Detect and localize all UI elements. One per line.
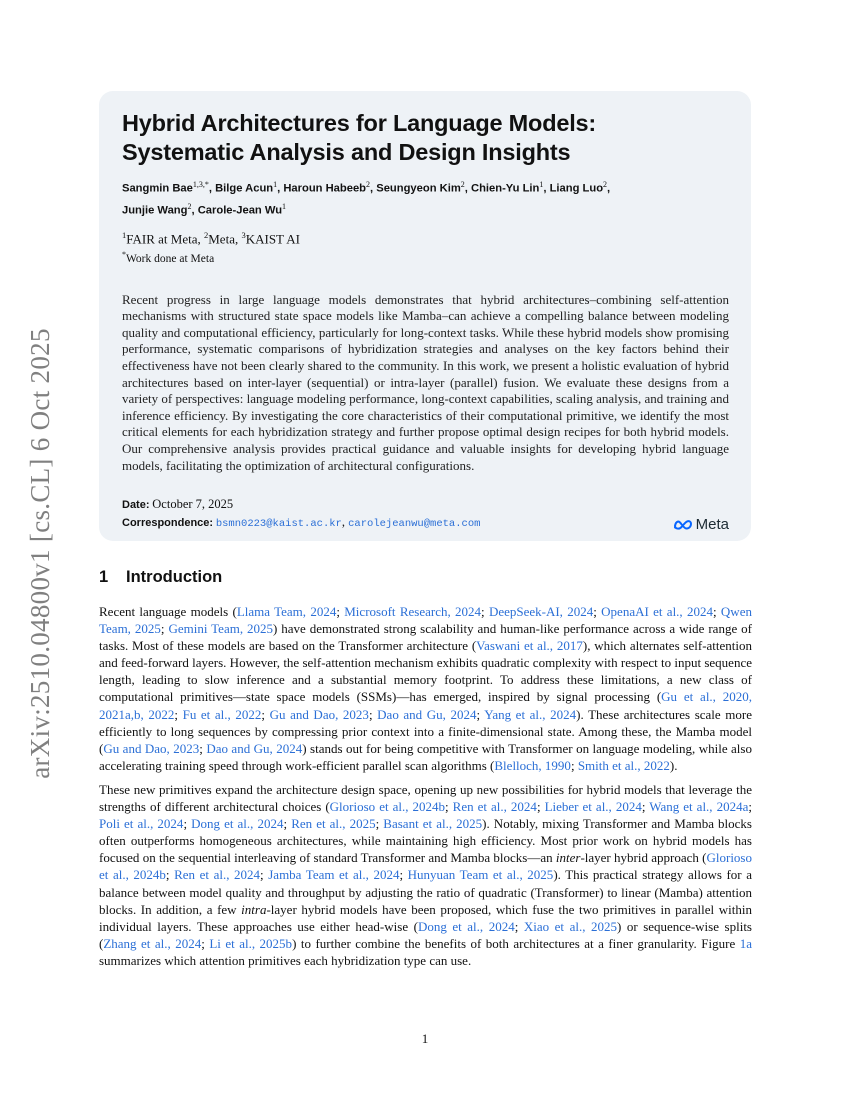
citation-link[interactable]: Jamba Team et al., 2024 <box>268 867 400 883</box>
emphasis: inter <box>555 850 581 866</box>
section-title: Introduction <box>126 568 223 586</box>
arxiv-stamp-text: arXiv:2510.04800v1 [cs.CL] 6 Oct 2025 <box>24 327 55 779</box>
citation-link[interactable]: Vaswani et al., 2017 <box>476 638 583 654</box>
meta-infinity-icon <box>673 519 693 530</box>
author-affiliation-marker: 2 <box>366 180 371 189</box>
author-affiliation-marker: 2 <box>460 180 465 189</box>
citation-link[interactable]: Glorioso et al., 2024b <box>99 850 752 883</box>
affiliations: $^1$FAIR at Meta, $^2$Meta, $^3$KAIST AI <box>122 230 301 247</box>
page-number: 1 <box>421 1031 429 1046</box>
section-number: 1 <box>99 568 109 586</box>
title-header-box <box>99 91 751 541</box>
affiliation-marker: 3 <box>241 230 246 241</box>
citation-link[interactable]: Ren et al., 2024 <box>452 799 537 815</box>
note-text: Work done at Meta <box>126 252 215 265</box>
citation-link[interactable]: Dao and Gu, 2024 <box>206 740 303 756</box>
author-name: Chien-Yu Lin <box>471 182 540 195</box>
title-line-2: Systematic Analysis and Design Insights <box>122 139 571 165</box>
affiliation-name: FAIR at Meta <box>126 231 198 247</box>
author-name: Bilge Acun <box>215 182 274 195</box>
abstract: Recent progress in large language models demonstrates that hybrid architectures–combining self-attention mechanisms with structured state space models like Mamba–can achieve a compelling balance between modeling quality and computational efficiency, particularly for long-context tasks. While these hybrid models show promising performance, systematic comparisons of hybridization strategies and analyses on the key factors behind their effectiveness have not been clearly shared to the community. In this work, we present a holistic evaluation of hybrid architectures based on inter-layer (sequential) or intra-layer (parallel) fusion. We evaluate these designs from a variety of perspectives: language modeling performance, long-context capabilities, scaling analysis, and training and inference efficiency. By investigating the core characteristics of their computational primitive, we identify the most critical elements for each hybridization strategy and further propose optimal design recipes for both hybrid models. Our comprehensive analysis provides practical guidance and valuable insights for developing hybrid language models, facilitating the optimization of architectural configurations. <box>122 291 729 473</box>
citation-link[interactable]: Ren et al., 2025 <box>291 816 376 832</box>
citation-link[interactable]: Poli et al., 2024 <box>99 816 184 832</box>
affiliation-name: KAIST AI <box>245 231 301 247</box>
affiliation-marker: 1 <box>122 230 127 241</box>
author-name: Carole-Jean Wu <box>197 204 283 217</box>
date-line <box>122 496 729 514</box>
author-name: Sangmin Bae <box>122 182 193 195</box>
citation-link[interactable]: 1a <box>739 935 752 951</box>
citation-link[interactable]: Dong et al., 2024 <box>417 918 515 934</box>
author-affiliation-marker: 2 <box>187 201 192 211</box>
emphasis: intra <box>241 901 267 917</box>
affiliation-name: Meta <box>208 231 235 247</box>
citation-link[interactable]: Smith et al., 2022 <box>577 757 670 773</box>
citation-link[interactable]: Lieber et al., 2024 <box>544 799 642 815</box>
paper-title <box>122 109 729 167</box>
citation-link[interactable]: Gu et al., 2020, 2021a,b, 2022 <box>99 689 752 722</box>
title-line-1: Hybrid Architectures for Language Models: <box>122 110 597 136</box>
citation-link[interactable]: Blelloch, 1990 <box>494 757 571 773</box>
citation-link[interactable]: Qwen Team, 2025 <box>99 604 752 637</box>
author-affiliation-marker: 1 <box>273 180 278 189</box>
author-list: Sangmin Bae$^{1,3,*}$, Bilge Acun$^1$, Haroun Habeeb$^2$, Seungyeon Kim$^2$, Chien-Yu Lin$^1$, Liang Luo$^2$, Junjie Wang$^2$, Carole-Jean Wu$^1$ <box>122 180 611 217</box>
citation-link[interactable]: Gu and Dao, 2023 <box>103 740 200 756</box>
author-name: Junjie Wang <box>122 204 188 217</box>
citation-link[interactable]: Fu et al., 2022 <box>182 706 262 722</box>
citation-link[interactable]: Glorioso et al., 2024b <box>329 799 446 815</box>
email-link-2[interactable]: carolejeanwu@meta.com <box>348 518 481 531</box>
citation-link[interactable]: Xiao et al., 2025 <box>523 918 617 934</box>
meta-logo <box>673 516 729 533</box>
citation-link[interactable]: Dong et al., 2024 <box>191 816 284 832</box>
paragraph-1: Recent language models (Llama Team, 2024; Microsoft Research, 2024; DeepSeek-AI, 2024; OpenaAI et al., 2024; Qwen Team, 2025; Gemini Team, 2025) have demonstrated strong scalability and human-like performance across a wide range of tasks. Most of these models are based on the Transformer architecture (Vaswani et al., 2017), which alternates self-attention and feed-forward layers. However, the self-attention mechanism exhibits quadratic complexity with respect to input sequence length, leading to slow inference and a substantial memory footprint. To address these limitations, a new class of computational primitives—state space models (SSMs)—has emerged, inspired by signal processing (Gu et al., 2020, 2021a,b, 2022; Fu et al., 2022; Gu and Dao, 2023; Dao and Gu, 2024; Yang et al., 2024). These architectures scale more efficiently to long sequences by compressing prior context into a finite-dimensional state. Among these, the Mamba model (Gu and Dao, 2023; Dao and Gu, 2024) stands out for being competitive with Transformer on language modeling, while also accelerating training speed through work-efficient parallel scan algorithms (Blelloch, 1990; Smith et al., 2022). <box>99 604 753 773</box>
arxiv-identifier-stamp <box>22 318 58 788</box>
paper-meta <box>122 496 729 533</box>
citation-link[interactable]: Llama Team, 2024 <box>236 604 337 619</box>
correspondence-label: Correspondence: <box>122 517 214 530</box>
meta-logo-text: Meta <box>695 516 729 534</box>
citation-link[interactable]: Dao and Gu, 2024 <box>377 706 477 722</box>
citation-link[interactable]: Basant et al., 2025 <box>383 816 483 832</box>
citation-link[interactable]: Microsoft Research, 2024 <box>344 604 482 619</box>
note-marker: * <box>122 249 126 259</box>
citation-link[interactable]: Li et al., 2025b <box>209 935 293 951</box>
date-value: October 7, 2025 <box>152 497 234 512</box>
citation-link[interactable]: Hunyuan Team et al., 2025 <box>407 867 554 883</box>
author-name: Haroun Habeeb <box>283 182 367 195</box>
citation-link[interactable]: OpenaAI et al., 2024 <box>601 604 713 619</box>
date-label: Date: <box>122 499 150 512</box>
section-heading-introduction <box>99 568 222 587</box>
author-name: Seungyeon Kim <box>376 182 461 195</box>
affiliation-marker: 2 <box>204 230 209 241</box>
citation-link[interactable]: DeepSeek-AI, 2024 <box>488 604 594 619</box>
email-link-1[interactable]: bsmn0223@kaist.ac.kr <box>215 518 342 531</box>
introduction-body <box>99 603 752 976</box>
citation-link[interactable]: Ren et al., 2024 <box>174 867 261 883</box>
author-affiliation-marker: 2 <box>603 180 608 189</box>
citation-link[interactable]: Gu and Dao, 2023 <box>269 706 369 722</box>
citation-link[interactable]: Wang et al., 2024a <box>649 799 749 815</box>
author-name: Liang Luo <box>549 182 604 195</box>
author-note <box>122 248 729 266</box>
citation-link[interactable]: Zhang et al., 2024 <box>103 935 202 951</box>
citation-link[interactable]: Gemini Team, 2025 <box>168 621 274 637</box>
author-affiliation-marker: 1 <box>539 180 544 189</box>
author-affiliation-marker: 1,3,* <box>192 180 209 189</box>
correspondence-line: Correspondence: bsmn0223@kaist.ac.kr, carolejeanwu@meta.com <box>122 515 481 531</box>
author-affiliation-marker: 1 <box>282 201 287 211</box>
paragraph-2: These new primitives expand the architecture design space, opening up new possibilities for hybrid models that leverage the strengths of different architectural choices (Glorioso et al., 2024b; Ren et al., 2024; Lieber et al., 2024; Wang et al., 2024a; Poli et al., 2024; Dong et al., 2024; Ren et al., 2025; Basant et al., 2025). Notably, mixing Transformer and Mamba blocks often outperforms homogeneous architectures, while maintaining high efficiency. Most prior work on hybrid models has focused on the sequential interleaving of standard Transformer and Mamba blocks—an inter-layer hybrid approach (Glorioso et al., 2024b; Ren et al., 2024; Jamba Team et al., 2024; Hunyuan Team et al., 2025). This practical strategy allows for a balance between model quality and throughput by adjusting the ratio of quadratic (Transformer) to linear (Mamba) attention blocks. In addition, a few intra-layer hybrid models have been proposed, which fuse the two primitives in parallel within individual layers. These approaches use either head-wise (Dong et al., 2024; Xiao et al., 2025) or sequence-wise splits (Zhang et al., 2024; Li et al., 2025b) to further combine the benefits of both architectures at a finer granularity. Figure 1a summarizes which attention primitives each hybridization type can use. <box>99 781 752 968</box>
citation-link[interactable]: Yang et al., 2024 <box>484 706 577 722</box>
